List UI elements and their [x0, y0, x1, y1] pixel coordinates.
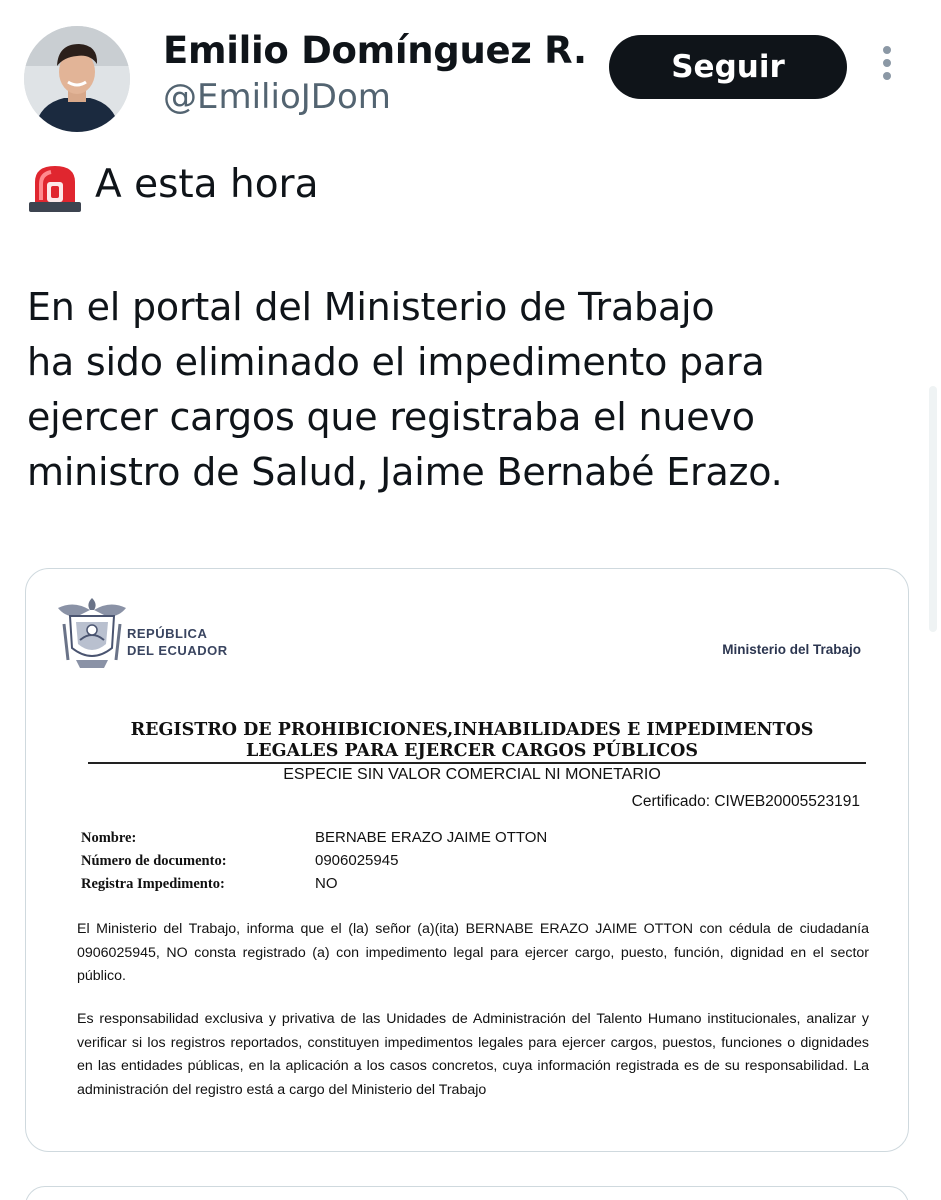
attached-image[interactable] [25, 568, 909, 1152]
field-value-impediment: NO [315, 875, 338, 892]
follow-button[interactable]: Seguir [609, 35, 847, 99]
republic-label-line-1: REPÚBLICA [127, 626, 208, 641]
coat-of-arms-icon [54, 594, 130, 672]
document-title-line-1: REGISTRO DE PROHIBICIONES,INHABILIDADES E IMPEDIMENTOS [130, 720, 814, 740]
document-title [106, 720, 838, 762]
scrollbar[interactable] [929, 386, 937, 632]
tweet-text [27, 280, 907, 500]
more-vertical-icon[interactable] [874, 46, 900, 90]
ministry-label: Ministerio del Trabajo [722, 642, 861, 657]
field-label-name: Nombre: [81, 830, 137, 846]
title-divider [88, 762, 866, 764]
republic-label [127, 625, 228, 659]
display-name[interactable]: Emilio Domínguez R. [163, 29, 587, 72]
tweet-text-line: En el portal del Ministerio de Trabajo [27, 285, 715, 329]
next-card [25, 1186, 909, 1200]
police-light-icon [27, 162, 83, 214]
document-subtitle: ESPECIE SIN VALOR COMERCIAL NI MONETARIO [283, 766, 661, 783]
certificate-paragraph-2: Es responsabilidad exclusiva y privativa de las Unidades de Administración del Talento Humano institucionales, analizar y verificar si los registros reportados, constituyen impedimentos legales para ejercer cargos, puestos, funciones o dignidades en las entidades públicas, en la aplicación a los casos concretos, cuya información registrada es de su responsabilidad. La administración del registro está a cargo del Ministerio del Trabajo [77, 1011, 869, 1098]
document-title-line-2: LEGALES PARA EJERCER CARGOS PÚBLICOS [245, 741, 699, 761]
user-handle[interactable]: @EmilioJDom [163, 77, 391, 117]
tweet-text-line: ejercer cargos que registraba el nuevo [27, 395, 755, 439]
field-label-impediment: Registra Impedimento: [81, 876, 225, 892]
avatar[interactable] [24, 26, 130, 132]
field-label-document: Número de documento: [81, 853, 227, 869]
field-value-document: 0906025945 [315, 852, 399, 869]
field-value-name: BERNABE ERAZO JAIME OTTON [315, 829, 548, 846]
certificate-paragraph-1: El Ministerio del Trabajo, informa que el (la) señor (a)(ita) BERNABE ERAZO JAIME OTTON con cédula de ciudadanía 0906025945, NO consta registrado (a) con impedimento legal para ejercer cargo, puesto, función, dignidad en el sector público. [77, 921, 869, 984]
tweet-text-line: ministro de Salud, Jaime Bernabé Erazo. [27, 450, 783, 494]
tweet-headline: A esta hora [95, 162, 319, 207]
tweet-text-line: ha sido eliminado el impedimento para [27, 340, 765, 384]
republic-label-line-2: DEL ECUADOR [127, 643, 228, 658]
certificate-number: Certificado: CIWEB20005523191 [631, 793, 860, 810]
